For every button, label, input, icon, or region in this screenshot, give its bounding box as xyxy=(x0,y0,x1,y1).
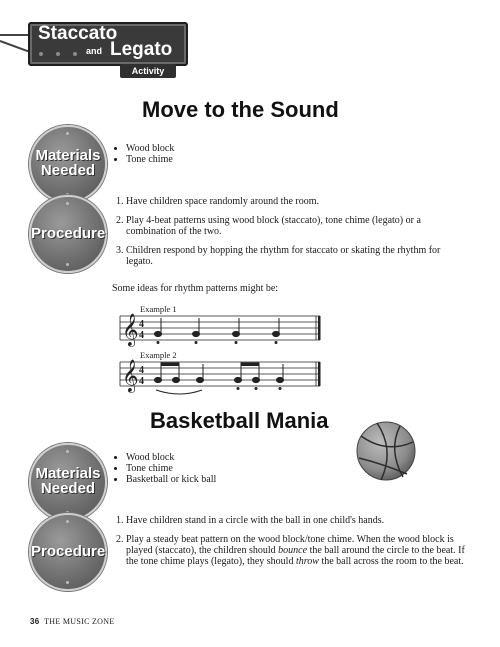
svg-text:4: 4 xyxy=(139,319,144,330)
page-footer xyxy=(30,617,115,626)
sign-post-brace xyxy=(0,40,29,52)
materials-list xyxy=(112,143,174,165)
badge-text: Needed xyxy=(40,480,96,497)
materials-list xyxy=(112,452,216,485)
ideas-text: Some ideas for rhythm patterns might be: xyxy=(112,283,279,294)
badge-text: Needed xyxy=(40,162,96,179)
materials-needed-badge xyxy=(29,443,107,521)
sign-and: and xyxy=(86,46,103,56)
sign-line1: Staccato xyxy=(38,23,118,44)
list-item: • Wood block xyxy=(126,452,216,463)
svg-text:𝄞: 𝄞 xyxy=(122,359,139,392)
list-item: • Tone chime xyxy=(126,463,216,474)
book-title: THE MUSIC ZONE xyxy=(44,617,115,626)
page-number: 36 xyxy=(30,617,40,626)
list-item: 2. Play a steady beat pattern on the wood block/tone chime. When the wood block is played (staccato), the children should bounce the ball around the circle to the beat. If the tone chime plays (legato), they should throw the ball across the room to the beat. xyxy=(126,534,470,567)
badge-text: Procedure xyxy=(31,225,106,242)
section-title: Move to the Sound xyxy=(142,97,339,122)
list-item: 1. Have children space randomly around the room. xyxy=(126,196,466,207)
list-item: • Wood block xyxy=(126,143,174,154)
activity-tag: Activity xyxy=(120,64,176,78)
badge-text: Materials xyxy=(35,465,101,482)
sign-post xyxy=(0,34,30,36)
list-item: 2. Play 4-beat patterns using wood block (staccato), tone chime (legato) or a combination of the two. xyxy=(126,215,466,237)
materials-needed-badge xyxy=(29,125,107,203)
rhythm-example-2 xyxy=(118,358,324,398)
section-title: Basketball Mania xyxy=(150,408,329,433)
procedure-badge xyxy=(29,195,107,273)
emphasis: throw xyxy=(295,556,319,567)
list-item: • Tone chime xyxy=(126,154,174,165)
list-item: 1. Have children stand in a circle with the ball in one child's hands. xyxy=(126,515,470,526)
activity-sign xyxy=(28,22,188,66)
sign-line2: Legato xyxy=(110,39,173,60)
emphasis: bounce xyxy=(278,545,308,556)
rhythm-example-1 xyxy=(118,312,324,348)
procedure-steps xyxy=(112,196,466,275)
svg-text:4: 4 xyxy=(139,376,144,387)
basketball-icon xyxy=(355,420,417,482)
procedure-steps xyxy=(112,515,470,575)
example-label: Example 1 xyxy=(140,304,177,314)
list-item: 3. Children respond by hopping the rhythm for staccato or skating the rhythm for legato. xyxy=(126,245,466,267)
badge-text: Materials xyxy=(35,147,101,164)
example-label: Example 2 xyxy=(140,350,177,360)
svg-text:4: 4 xyxy=(139,365,144,376)
list-item: • Basketball or kick ball xyxy=(126,474,216,485)
svg-text:𝄞: 𝄞 xyxy=(122,313,139,346)
badge-text: Procedure xyxy=(31,543,106,560)
svg-text:4: 4 xyxy=(139,330,144,341)
procedure-badge xyxy=(29,513,107,591)
